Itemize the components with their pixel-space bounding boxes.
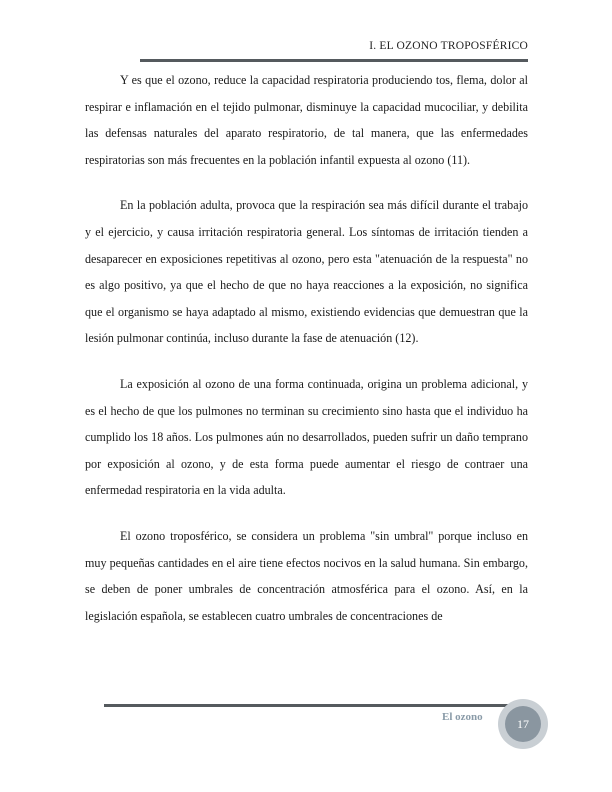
footer-rule bbox=[104, 704, 508, 707]
header-rule bbox=[140, 59, 528, 62]
paragraph-3: La exposición al ozono de una forma continuada, origina un problema adicional, y es el hecho de que los pulmones no terminan su crecimiento sino hasta que el individuo ha cumplido los 18 años. Los pulmones aún no desarrollados, pueden sufrir un daño temprano por exposición al ozono, y de esta forma puede aumentar el riesgo de contraer una enfermedad respiratoria en la vida adulta. bbox=[85, 376, 528, 498]
running-header: I. EL OZONO TROPOSFÉRICO bbox=[369, 40, 528, 52]
paragraph-1: Y es que el ozono, reduce la capacidad respiratoria produciendo tos, flema, dolor al respirar e inflamación en el tejido pulmonar, disminuye la capacidad mucociliar, y debilita las defensas naturales del aparato respiratorio, de tal manera, que las enfermedades respiratorias son más frecuentes en la población infantil expuesta al ozono (11). bbox=[85, 73, 528, 167]
page-number-badge bbox=[498, 699, 548, 749]
body-text bbox=[85, 67, 528, 648]
paragraph-2: En la población adulta, provoca que la respiración sea más difícil durante el trabajo y el ejercicio, y causa irritación respiratoria general. Los síntomas de irritación tienden a desaparecer en exposiciones repetitivas al ozono, pero esta "atenuación de la respuesta" no es algo positivo, ya que el hecho de que no haya reacciones a la exposición, no significa que el organismo se haya adaptado al mismo, existiendo evidencias que demuestran que la lesión pulmonar continúa, incluso durante la fase de atenuación (12). bbox=[85, 198, 528, 346]
footer-label: El ozono bbox=[442, 711, 483, 723]
paragraph-4: El ozono troposférico, se considera un problema "sin umbral" porque incluso en muy pequeñas cantidades en el aire tiene efectos nocivos en la salud humana. Sin embargo, se deben de poner umbrales de concentración atmosférica para el ozono. Así, en la legislación española, se establecen cuatro umbrales de concentraciones de bbox=[85, 528, 528, 623]
page-number: 17 bbox=[505, 706, 541, 742]
